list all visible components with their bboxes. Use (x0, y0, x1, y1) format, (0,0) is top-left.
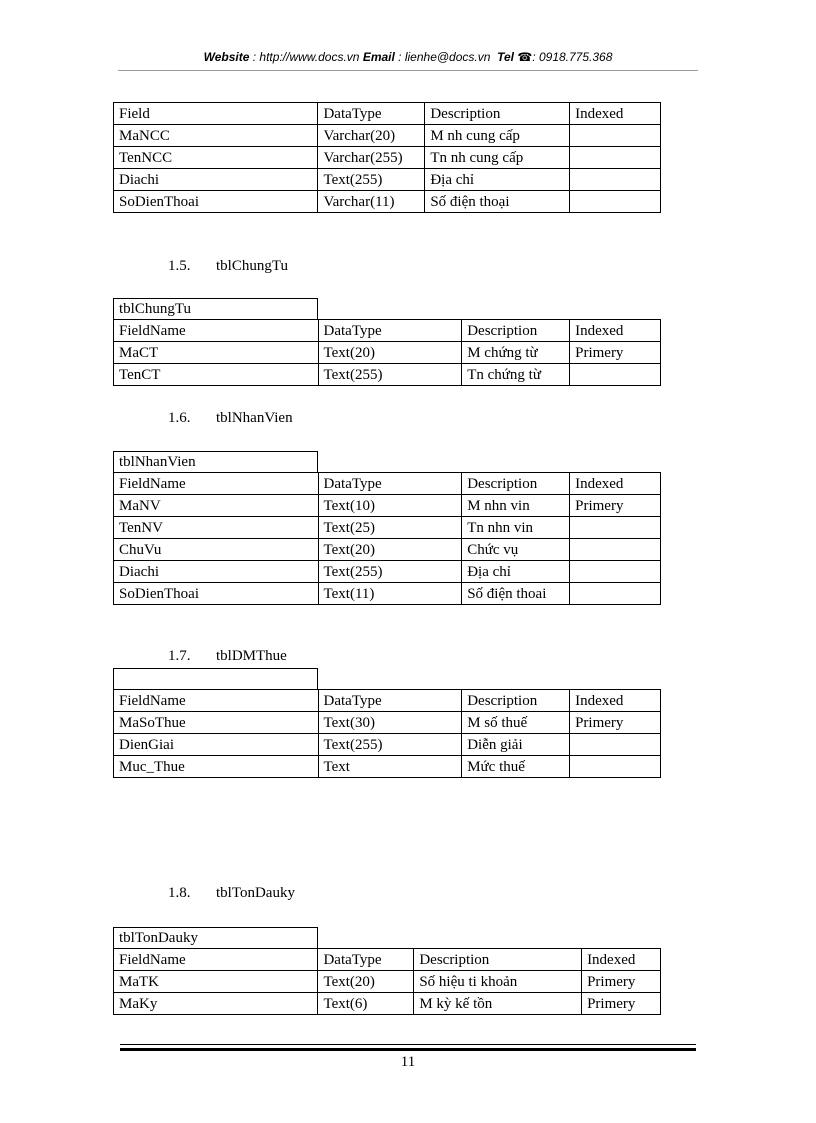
tel-value: : 0918.775.368 (532, 50, 613, 64)
table-caption (113, 668, 318, 689)
table-cell: Text(20) (318, 342, 462, 364)
table-caption: tblChungTu (113, 298, 318, 319)
section-heading (168, 258, 288, 275)
table-row (114, 539, 661, 561)
section-number: 1.6. (168, 410, 191, 426)
table-cell: DataType (318, 690, 462, 712)
table-cell: TenNCC (114, 147, 318, 169)
table-row (114, 583, 661, 605)
table-cell: Description (425, 103, 570, 125)
table-cell: SoDienThoai (114, 583, 319, 605)
table-cell: MaKy (114, 993, 318, 1015)
table-cell (570, 191, 661, 213)
table-cell: FieldName (114, 320, 319, 342)
table-cell: Text(20) (318, 971, 414, 993)
table-caption: tblNhanVien (113, 451, 318, 472)
table-header-row (114, 103, 661, 125)
section-heading (168, 885, 295, 902)
table-cell: Description (414, 949, 582, 971)
table-cell: FieldName (114, 473, 319, 495)
table-cell: Description (462, 320, 570, 342)
table-header-row (114, 473, 661, 495)
table-header-row (114, 949, 661, 971)
table-cell: Số điện thoai (462, 583, 570, 605)
table-cell: Primery (570, 495, 661, 517)
table-cell: M nh cung cấp (425, 125, 570, 147)
table-cell: Tn chứng từ (462, 364, 570, 386)
table-cell: Indexed (570, 473, 661, 495)
table-chungtu (113, 319, 661, 386)
table-row (114, 364, 661, 386)
table-cell: Description (462, 690, 570, 712)
table-cell: Varchar(20) (318, 125, 425, 147)
table-cell: Description (462, 473, 570, 495)
table-cell: Indexed (570, 690, 661, 712)
table-cell: Số điện thoại (425, 191, 570, 213)
table-cell: M kỳ kế tồn (414, 993, 582, 1015)
table-cell: Mức thuế (462, 756, 570, 778)
table-cell: MaNCC (114, 125, 318, 147)
table-cell: MaNV (114, 495, 319, 517)
table-cell (570, 539, 661, 561)
table-row (114, 125, 661, 147)
section-title: tblTonDauky (216, 885, 295, 901)
table-cell: Text(255) (318, 561, 462, 583)
table-cell: Primery (582, 993, 661, 1015)
table-row (114, 495, 661, 517)
table-cell: Số hiệu ti khoản (414, 971, 582, 993)
table-tondauky (113, 948, 661, 1015)
table-cell: FieldName (114, 690, 319, 712)
phone-icon: ☎ (517, 50, 533, 64)
table-caption: tblTonDauky (113, 927, 318, 948)
table-cell: SoDienThoai (114, 191, 318, 213)
table-row (114, 561, 661, 583)
table-cell: Text(20) (318, 539, 462, 561)
table-cell (570, 125, 661, 147)
website-separator: : (249, 50, 260, 64)
section-heading (168, 648, 287, 665)
table-nhacungcap (113, 102, 661, 213)
table-cell: Varchar(11) (318, 191, 425, 213)
section-title: tblDMThue (216, 648, 287, 664)
table-row (114, 342, 661, 364)
table-cell: DienGiai (114, 734, 319, 756)
table-cell (570, 517, 661, 539)
table-cell (570, 364, 661, 386)
section-title: tblNhanVien (216, 410, 293, 426)
table-cell: Primery (582, 971, 661, 993)
table-cell: Text(25) (318, 517, 462, 539)
table-cell: DataType (318, 320, 462, 342)
table-row (114, 169, 661, 191)
table-cell: Tn nhn vin (462, 517, 570, 539)
header-divider (118, 70, 698, 71)
table-cell: Text(11) (318, 583, 462, 605)
table-cell: Varchar(255) (318, 147, 425, 169)
table-row (114, 712, 661, 734)
table-cell: Diachi (114, 169, 318, 191)
table-cell: M chứng từ (462, 342, 570, 364)
table-row (114, 993, 661, 1015)
table-cell: TenCT (114, 364, 319, 386)
table-cell: M nhn vin (462, 495, 570, 517)
table-cell: MaSoThue (114, 712, 319, 734)
table-cell: M số thuế (462, 712, 570, 734)
page-number: 11 (400, 1054, 416, 1070)
table-cell: Chức vụ (462, 539, 570, 561)
table-cell: Primery (570, 712, 661, 734)
table-cell: Tn nh cung cấp (425, 147, 570, 169)
table-cell: Primery (570, 342, 661, 364)
table-cell: Indexed (570, 320, 661, 342)
table-cell: Muc_Thue (114, 756, 319, 778)
table-cell: DataType (318, 103, 425, 125)
table-cell: FieldName (114, 949, 318, 971)
table-cell: Text (318, 756, 462, 778)
table-row (114, 971, 661, 993)
table-cell: Text(255) (318, 734, 462, 756)
section-heading (168, 410, 293, 427)
table-header-row (114, 320, 661, 342)
table-cell: Indexed (570, 103, 661, 125)
table-cell: Địa chỉ (462, 561, 570, 583)
table-nhanvien (113, 472, 661, 605)
table-cell: Diachi (114, 561, 319, 583)
tel-label: Tel (497, 50, 514, 64)
website-url[interactable]: http://www.docs.vn (259, 50, 360, 64)
table-cell: Diễn giải (462, 734, 570, 756)
table-cell: Field (114, 103, 318, 125)
table-cell: Text(30) (318, 712, 462, 734)
table-cell: MaTK (114, 971, 318, 993)
email-value[interactable]: lienhe@docs.vn (404, 50, 491, 64)
table-row (114, 756, 661, 778)
table-header-row (114, 690, 661, 712)
table-cell (570, 756, 661, 778)
table-row (114, 734, 661, 756)
table-row (114, 517, 661, 539)
table-cell (570, 583, 661, 605)
table-cell: Text(255) (318, 169, 425, 191)
section-number: 1.7. (168, 648, 191, 664)
table-cell (570, 147, 661, 169)
footer-divider (120, 1044, 696, 1045)
table-row (114, 147, 661, 169)
website-label: Website (203, 50, 250, 64)
table-cell: MaCT (114, 342, 319, 364)
section-number: 1.5. (168, 258, 191, 274)
table-cell (570, 561, 661, 583)
table-cell: Indexed (582, 949, 661, 971)
table-cell: ChuVu (114, 539, 319, 561)
table-cell (570, 734, 661, 756)
email-separator: : (394, 50, 405, 64)
table-cell: DataType (318, 473, 462, 495)
footer-divider-thick (120, 1048, 696, 1051)
table-cell: Text(6) (318, 993, 414, 1015)
table-cell (570, 169, 661, 191)
table-cell: Địa chỉ (425, 169, 570, 191)
table-row (114, 191, 661, 213)
section-title: tblChungTu (216, 258, 288, 274)
table-cell: TenNV (114, 517, 319, 539)
table-cell: Text(255) (318, 364, 462, 386)
email-label: Email (362, 50, 395, 64)
section-number: 1.8. (168, 885, 191, 901)
table-cell: Text(10) (318, 495, 462, 517)
table-dmthue (113, 689, 661, 778)
page-header (118, 50, 698, 64)
table-cell: DataType (318, 949, 414, 971)
